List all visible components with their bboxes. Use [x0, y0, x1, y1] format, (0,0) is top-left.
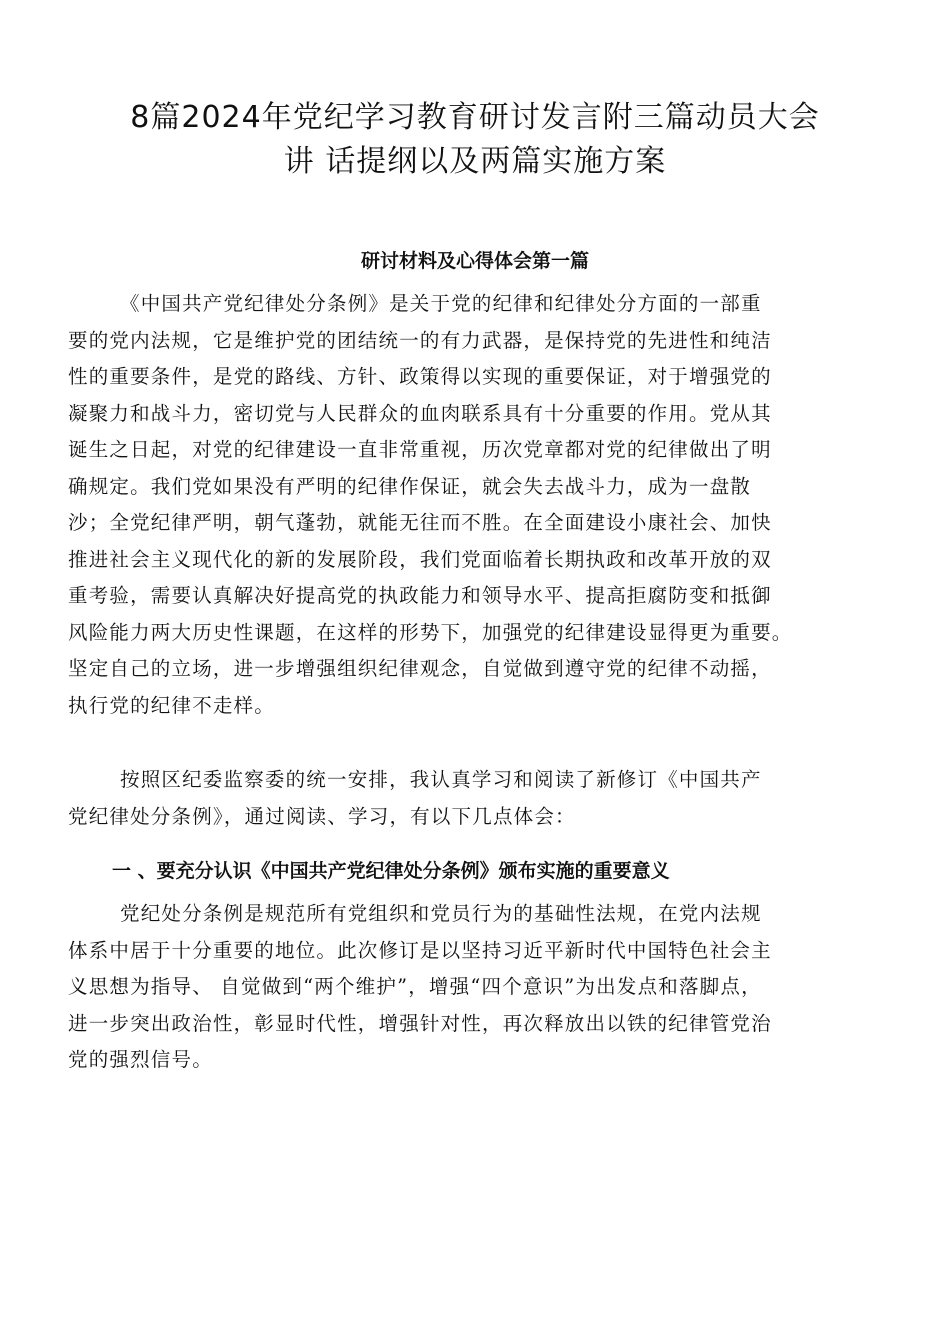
- paragraph-line: 《中国共产党纪律处分条例》是关于党的纪律和纪律处分方面的一部重: [120, 292, 762, 315]
- paragraph-line: 重考验，需要认真解决好提高党的执政能力和领导水平、提高拒腐防变和抵御: [68, 584, 772, 607]
- paragraph-line: 党纪律处分条例》，通过阅读、学习，有以下几点体会：: [68, 804, 576, 828]
- paragraph-line: 进一步突出政治性，彰显时代性，增强针对性，再次释放出以铁的纪律管党治: [68, 1011, 772, 1035]
- paragraph-line: 要的党内法规，它是维护党的团结统一的有力武器，是保持党的先进性和纯洁: [68, 328, 772, 352]
- paragraph-line: 凝聚力和战斗力，密切党与人民群众的血肉联系具有十分重要的作用。党从其: [68, 401, 772, 425]
- paragraph-line: 坚定自己的立场，进一步增强组织纪律观念，自觉做到遵守党的纪律不动摇，: [68, 657, 772, 680]
- paragraph-line: 按照区纪委监察委的统一安排，我认真学习和阅读了新修订《中国共产: [120, 768, 762, 791]
- section-heading: 研讨材料及心得体会第一篇: [360, 250, 589, 272]
- paragraph-line: 风险能力两大历史性课题，在这样的形势下，加强党的纪律建设显得更为重要。: [68, 620, 793, 644]
- title-line-2: 讲 话提纲以及两篇实施方案: [283, 144, 667, 179]
- paragraph-line: 沙；全党纪律严明，朝气蓬勃，就能无往而不胜。在全面建设小康社会、加快: [68, 511, 772, 534]
- paragraph-line: 党纪处分条例是规范所有党组织和党员行为的基础性法规，在党内法规: [120, 902, 762, 925]
- paragraph-line: 体系中居于十分重要的地位。此次修订是以坚持习近平新时代中国特色社会主: [68, 938, 772, 962]
- paragraph-line: 确规定。我们党如果没有严明的纪律作保证，就会失去战斗力，成为一盘散: [68, 474, 752, 498]
- title-line-1: 8篇2024年党纪学习教育研讨发言附三篇动员大会: [130, 100, 820, 135]
- paragraph-line: 义思想为指导、 自觉做到“两个维护”，增强“四个意识”为出发点和落脚点，: [68, 975, 762, 998]
- document-title: [70, 96, 880, 184]
- paragraph-2: [68, 762, 880, 835]
- paragraph-line: 性的重要条件，是党的路线、方针、政策得以实现的重要保证，对于增强党的: [68, 365, 772, 388]
- paragraph-line: 执行党的纪律不走样。: [68, 693, 276, 717]
- paragraph-line: 党的强烈信号。: [68, 1048, 213, 1071]
- paragraph-1: [68, 286, 880, 724]
- subheading-1: 一 、要充分认识《中国共产党纪律处分条例》颁布实施的重要意义: [112, 860, 670, 882]
- paragraph-line: 推进社会主义现代化的新的发展阶段，我们党面临着长期执政和改革开放的双: [68, 547, 772, 571]
- paragraph-line: 诞生之日起，对党的纪律建设一直非常重视，历次党章都对党的纪律做出了明: [68, 438, 772, 461]
- paragraph-3: [68, 896, 880, 1079]
